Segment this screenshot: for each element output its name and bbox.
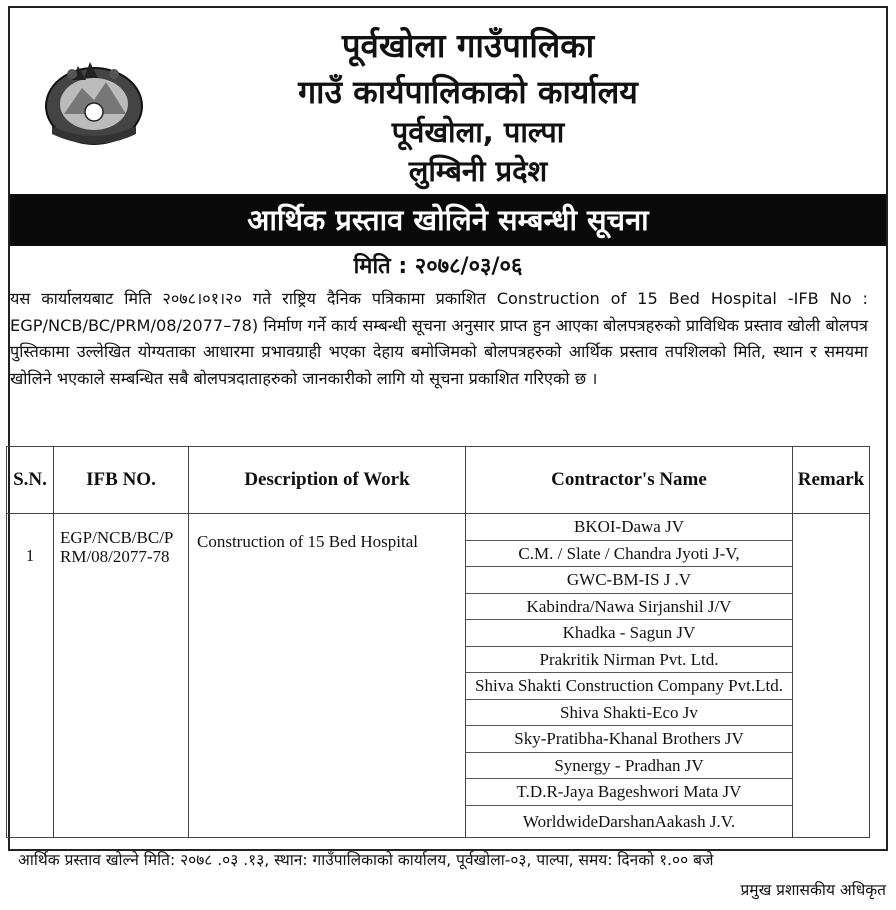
contractor-name: GWC-BM-IS J .V [466,567,792,594]
header-contractor: Contractor's Name [466,447,793,514]
header-remark: Remark [793,447,870,514]
contractor-name: Kabindra/Nawa Sirjanshil J/V [466,594,792,621]
row-contractors [466,514,793,838]
contractor-list [466,514,792,837]
header-sn: S.N. [7,447,54,514]
notice-body: यस कार्यालयबाट मिति २०७८।०१।२० गते राष्ट्रिय दैनिक पत्रिकामा प्रकाशित Construction of 15 Bed Hospital -IFB No : EGP/NCB/BC/PRM/08/2077–78) निर्माण गर्ने कार्य सम्बन्धी सूचना अनुसार प्राप्त हुन आएका बोलपत्रहरुको प्राविधिक प्रस्ताव खोली बोलपत्र पुस्तिकामा उल्लेखित योग्यताका आधारमा प्रभावग्राही भएका देहाय बमोजिमको बोलपत्रहरुको आर्थिक प्रस्ताव तपशिलको मिति, स्थान र समयमा खोलिने भएकाले सम्बन्धित सबै बोलपत्रदाताहरुको जानकारीको लागि यो सूचना प्रकाशित गरिएको छ । [10,289,868,388]
table-header-row [7,447,870,514]
table-row [7,514,870,838]
contractor-name: T.D.R-Jaya Bageshwori Mata JV [466,779,792,806]
ifb-number-text: EGP/NCB/BC/PRM/08/2077-78 [60,528,174,566]
contractor-name: Prakritik Nirman Pvt. Ltd. [466,647,792,674]
row-sn: 1 [7,514,54,838]
opening-details: आर्थिक प्रस्ताव खोल्ने मिति: २०७८ .०३ .१३, स्थान: गाउँपालिकाको कार्यालय, पूर्वखोला-०३, पाल्पा, समय: दिनको १.०० बजे [18,851,714,869]
contractor-name: Shiva Shakti Construction Company Pvt.Ltd. [466,673,792,700]
contractor-name: C.M. / Slate / Chandra Jyoti J-V, [466,541,792,568]
contractor-name: Shiva Shakti-Eco Jv [466,700,792,727]
notice-title-banner: आर्थिक प्रस्ताव खोलिने सम्बन्धी सूचना [10,194,886,246]
contractor-name: Khadka - Sagun JV [466,620,792,647]
header-description: Description of Work [189,447,466,514]
office-name: गाउँ कार्यपालिकाको कार्यालय [298,73,638,111]
office-location: पूर्वखोला, पाल्पा [391,115,565,149]
row-remark [793,514,870,838]
contractor-name: BKOI-Dawa JV [466,514,792,541]
header-ifb: IFB NO. [54,447,189,514]
contractor-name: WorldwideDarshanAakash J.V. [522,811,736,831]
row-description: Construction of 15 Bed Hospital [189,514,466,838]
notice-date: मिति : २०७८/०३/०६ [353,254,523,279]
office-header [10,8,886,194]
municipality-name: पूर्वखोला गाउँपालिका [341,26,595,65]
contractor-name: Synergy - Pradhan JV [466,753,792,780]
contractor-name: Sky-Pratibha-Khanal Brothers JV [466,726,792,753]
row-ifb-number [54,514,189,838]
signatory-title: प्रमुख प्रशासकीय अधिकृत [740,881,886,899]
province-name: लुम्बिनी प्रदेश [408,154,548,188]
bidders-table [6,446,870,838]
